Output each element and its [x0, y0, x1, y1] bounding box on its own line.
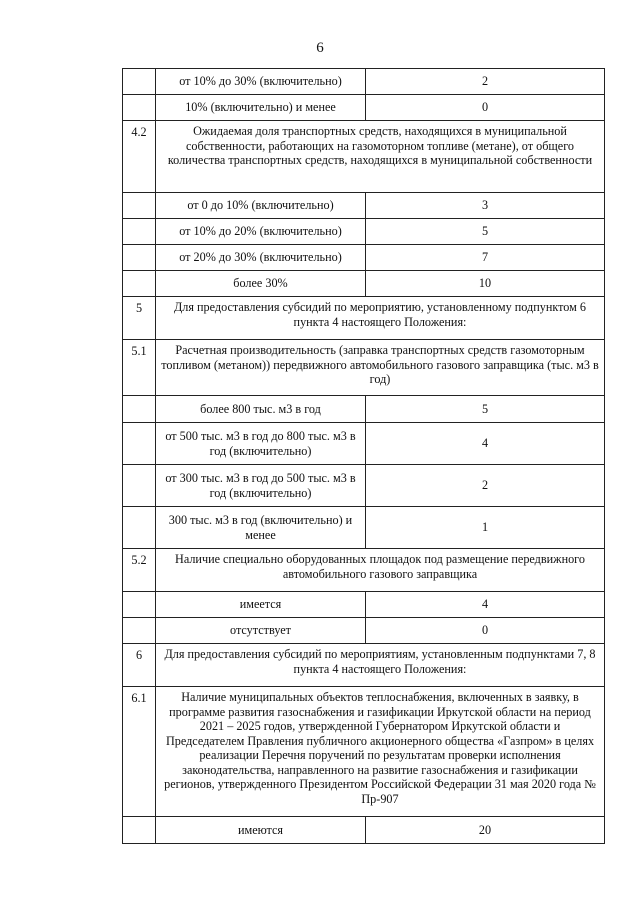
- criterion-score: 4: [366, 592, 605, 618]
- table-row: [123, 121, 605, 193]
- row-number: [123, 817, 156, 844]
- table-row: [123, 423, 605, 465]
- row-number: [123, 219, 156, 245]
- criterion-score: 7: [366, 245, 605, 271]
- row-number: 5.2: [123, 549, 156, 592]
- table-row: [123, 219, 605, 245]
- criterion-score: 2: [366, 465, 605, 507]
- table-row: [123, 618, 605, 644]
- row-number: 6.1: [123, 687, 156, 817]
- criterion-label: отсутствует: [156, 618, 366, 644]
- table-row: [123, 644, 605, 687]
- page-number: 6: [316, 40, 324, 56]
- table-row: [123, 69, 605, 95]
- criteria-table: [122, 68, 605, 844]
- criterion-heading: Расчетная производительность (заправка транспортных средств газомоторным топливом (метаном)) передвижного автомобильного газового заправщика (тыс. м3 в год): [156, 340, 605, 396]
- row-number: [123, 592, 156, 618]
- row-number: [123, 507, 156, 549]
- table-row: [123, 396, 605, 423]
- row-number: 6: [123, 644, 156, 687]
- row-number: 5.1: [123, 340, 156, 396]
- criterion-score: 20: [366, 817, 605, 844]
- criterion-label: от 10% до 30% (включительно): [156, 69, 366, 95]
- row-number: [123, 95, 156, 121]
- criterion-score: 10: [366, 271, 605, 297]
- criterion-label: имеется: [156, 592, 366, 618]
- row-number: [123, 193, 156, 219]
- table-row: [123, 465, 605, 507]
- table-row: [123, 549, 605, 592]
- row-number: [123, 271, 156, 297]
- criterion-score: 5: [366, 219, 605, 245]
- section-heading: Для предоставления субсидий по мероприятию, установленному подпунктом 6 пункта 4 настоящего Положения:: [156, 297, 605, 340]
- row-number: [123, 245, 156, 271]
- table-row: [123, 592, 605, 618]
- section-heading: Для предоставления субсидий по мероприятиям, установленным подпунктами 7, 8 пункта 4 настоящего Положения:: [156, 644, 605, 687]
- criterion-label: от 10% до 20% (включительно): [156, 219, 366, 245]
- criterion-label: имеются: [156, 817, 366, 844]
- table-row: [123, 193, 605, 219]
- row-number: [123, 69, 156, 95]
- criterion-label: от 300 тыс. м3 в год до 500 тыс. м3 в год (включительно): [156, 465, 366, 507]
- row-number: [123, 618, 156, 644]
- criterion-label: 300 тыс. м3 в год (включительно) и менее: [156, 507, 366, 549]
- criterion-label: более 30%: [156, 271, 366, 297]
- table-row: [123, 817, 605, 844]
- criterion-score: 4: [366, 423, 605, 465]
- table-row: [123, 687, 605, 817]
- criterion-label: более 800 тыс. м3 в год: [156, 396, 366, 423]
- table-row: [123, 340, 605, 396]
- criterion-label: от 0 до 10% (включительно): [156, 193, 366, 219]
- criterion-heading: Ожидаемая доля транспортных средств, находящихся в муниципальной собственности, работающих на газомоторном топливе (метане), от общего количества транспортных средств, находящихся в муниципальной собственности: [156, 121, 605, 193]
- table-row: [123, 271, 605, 297]
- row-number: 5: [123, 297, 156, 340]
- table-row: [123, 95, 605, 121]
- criterion-label: от 500 тыс. м3 в год до 800 тыс. м3 в год (включительно): [156, 423, 366, 465]
- table-row: [123, 297, 605, 340]
- criterion-label: 10% (включительно) и менее: [156, 95, 366, 121]
- table-row: [123, 507, 605, 549]
- row-number: [123, 423, 156, 465]
- criterion-label: от 20% до 30% (включительно): [156, 245, 366, 271]
- row-number: [123, 396, 156, 423]
- row-number: 4.2: [123, 121, 156, 193]
- criterion-score: 3: [366, 193, 605, 219]
- table-row: [123, 245, 605, 271]
- criterion-score: 2: [366, 69, 605, 95]
- criterion-score: 0: [366, 95, 605, 121]
- criterion-heading: Наличие муниципальных объектов теплоснабжения, включенных в заявку, в программе развития газоснабжения и газификации Иркутской области на период 2021 – 2025 годов, утвержденной Губернатором Иркутской области и Председателем Правления публичного акционерного общества «Газпром» в целях реализации Перечня поручений по результатам проверки исполнения законодательства, направленного на развитие газоснабжения и газификации регионов, утвержденного Президентом Российской Федерации 31 мая 2020 года № Пр-907: [156, 687, 605, 817]
- criterion-score: 1: [366, 507, 605, 549]
- criterion-score: 0: [366, 618, 605, 644]
- row-number: [123, 465, 156, 507]
- criterion-heading: Наличие специально оборудованных площадок под размещение передвижного автомобильного газового заправщика: [156, 549, 605, 592]
- criterion-score: 5: [366, 396, 605, 423]
